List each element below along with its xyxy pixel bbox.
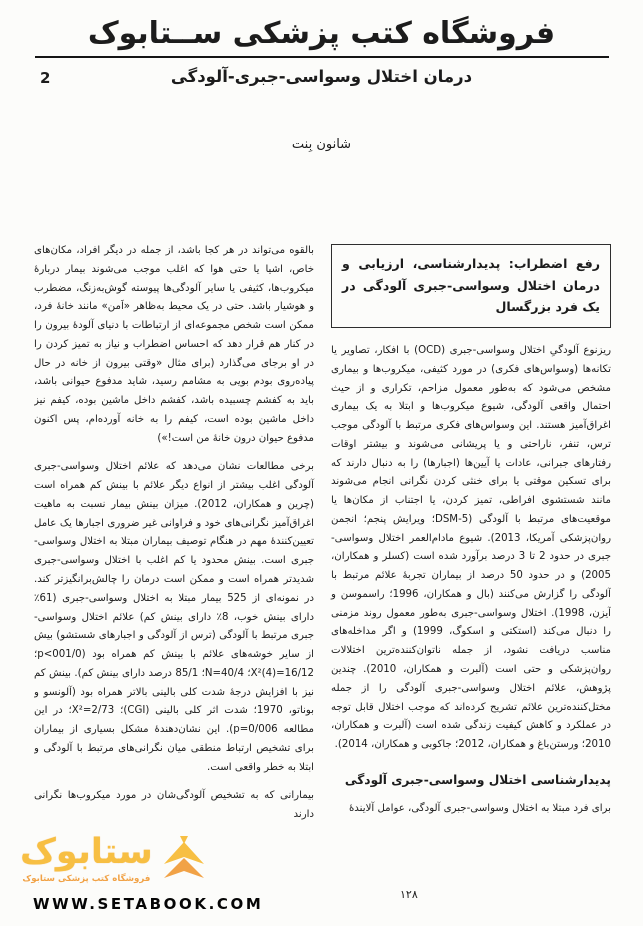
body-paragraph: برخی مطالعات نشان می‌دهد که علائم اختلال وسواسی-جبری آلودگی اغلب بیشتر از انواع دیگر علائم با بینش کم همراه است (چرین و همکاران، 2012). میزان بینش بیمار نسبت به ماهیت اغراق‌آمیز نگرانی‌های خود و فراوانی غیر ضروری اجبارها یک عامل تعیین‌کنندۀ مهم در هنگام توصیف بیماران مبتلا به اختلال وسواسی-جبری است. بینش محدود یا کم اغلب با اختلال وسواسی-جبری شدیدتر همراه است و ممکن است درمان را چالش‌برانگیزتر کند. در نمونه‌ای از 525 بیمار مبتلا به اختلال وسواسی-جبری (61٪ دارای بینش خوب، 8٪ دارای بینش کم) علائم اختلال وسواسی-جبری مرتبط با آلودگی (ترس از آلودگی و اجبارهای شستشو) بیش از سایر خوشه‌های علائم با بینش کم همراه بود (001/0>p؛ 16/12=(4)X²؛ 40/4=N؛ 85/1 درصد دارای بینش کم). بینش کم نیز با افزایش درجۀ شدت کلی بالینی بالاتر همراه بود (آلونسو و بوناتو، 1970؛ شدت اثر کلی بالینی (CGI)؛ 2/73=X²؛ در این مطالعه 0/006=p). این نشان‌دهندۀ مشکل بسیاری از بیماران برای تشخیص ارتباط منطقی میان نگرانی‌های مرتبط با آلودگی و ابتلا به خطر واقعی است. bbox=[34, 461, 315, 773]
header-divider bbox=[35, 56, 609, 58]
two-column-body bbox=[34, 242, 611, 884]
store-header-title: فروشگاه کتب پزشکی ســتابوک bbox=[87, 16, 556, 51]
author-name: شانون بِنت bbox=[291, 137, 352, 152]
page-header bbox=[0, 0, 643, 152]
body-paragraph: بالقوه می‌تواند در هر کجا باشد، از جمله در دیگر افراد، مکان‌های خاص، اشیا یا حتی هوا که اغلب موجب می‌شوند بیمار دربارۀ میکروب‌ها، کثیفی یا سایر آلودگی‌ها پیوسته گوش‌به‌زنگ، مضطرب و هوشیار باشد. حتی در یک محیط به‌ظاهر «اَمن» مانند خانۀ فرد، ممکن است شخص مجموعه‌ای از ارتباطات با دنیای آلودۀ بیرون را در کنار هم قرار دهد که احساس اضطراب و نیاز به تمیز کردن را در او برجای می‌گذارد (برای مثال «وقتی بیرون از خانه در حال پیاده‌روی بودم بویی به مشامم رسید، شاید مدفوع حیوانی باشد، باید به کفشم چسبیده باشد، کفشم داخل ماشین بوده، کیفم نیز داخل ماشین بوده است، کیفم را به خانه آورده‌ام، پس اکنون مدفوع حیوان درون خانۀ من است!») bbox=[34, 245, 314, 444]
left-column bbox=[34, 242, 314, 884]
body-paragraph: برای فرد مبتلا به اختلال وسواسی-جبری آلودگی، عوامل آلایندۀ bbox=[348, 802, 611, 814]
watermark-logo-subtext: فروشگاه کتب پزشکی ستابوک bbox=[22, 873, 151, 884]
body-paragraph: ریزنوع آلودگیِ اختلال وسواسی-جبری (OCD) با افکار، تصاویر یا تکانه‌ها (وسواس‌های فکری) در مورد کثیفی، میکروب‌ها و بیماری مشخص می‌شود که به‌طور معمول مزاحم، تکراری و از حیث احتمال واقعی آلودگی، شیوع میکروب‌ها و ابتلا به یک بیماری اغراق‌آمیز هستند. این وسواس‌های فکری مرتبط با آلودگی موجب ترس، تنفر، ناراحتی و یا پریشانی می‌شوند و بیشتر اوقات رفتارهای جبرانی، عادات یا آیین‌ها (اجبارها) را به دنبال دارند که برای تسکین موقتی یا برای خنثی کردن نگرانی انجام می‌شوند مانند شستشوی افراطی، تمیز کردن، یا اجتناب از مکان‌ها یا موقعیت‌های مرتبط با آلودگی (DSM-5؛ ویرایش پنجم؛ انجمن روان‌پزشکی آمریکا، 2013). شیوع مادام‌العمر اختلال وسواسی-جبری در حدود 2 تا 3 درصد برآورد شده است (کسلر و همکاران، 2005) و در حدود 50 درصد از بیماران تجربۀ علائم مرتبط با آلودگی را گزارش می‌کنند (بال و همکاران، 1996؛ راسموسن و آیزن، 1998). اختلال وسواسی-جبری به‌طور معمول روند مزمنی را دنبال می‌کند (استکتی و اسکوگ، 1999) و اگر مداخله‌های مناسب دریافت نشود، از جمله ناتوان‌کننده‌ترین اختلالات روان‌پزشکی و حتی است (آلبرت و همکاران، 2010). چندین پژوهش، علائم اختلال وسواسی-جبری آلودگی را از جمله مختل‌کننده‌ترین علائم تشریح کرده‌اند که موجب اختلال قابل توجه در عملکرد و کاهش کیفیت زندگی شده است (آلبرت و همکاران، 2010؛ ورستن‌باغ و همکاران، 2012؛ جاکوبی و همکاران، 2014). bbox=[331, 344, 611, 751]
case-intro-box: رفع اضطراب: پدیدارشناسی، ارزیابی و درمان اختلال وسواسی-جبری آلودگی در یک فرد بزرگسال bbox=[331, 244, 611, 328]
chapter-number: 2 bbox=[40, 69, 51, 87]
chapter-title: درمان اختلال وسواسی-جبری-آلودگی bbox=[170, 67, 473, 86]
watermark-logo-text: ستابوک bbox=[20, 832, 153, 873]
page-number: ۱۲۸ bbox=[400, 888, 418, 901]
body-paragraph: بیمارانی که به تشخیص آلودگی‌شان در مورد میکروب‌ها نگرانی دارند bbox=[34, 790, 314, 821]
chapter-row bbox=[0, 67, 643, 93]
website-url: WWW.SETABOOK.COM bbox=[33, 895, 264, 913]
right-column bbox=[331, 242, 611, 884]
section-heading: پدیدارشناسی اختلال وسواسی-جبری آلودگی bbox=[344, 772, 611, 787]
